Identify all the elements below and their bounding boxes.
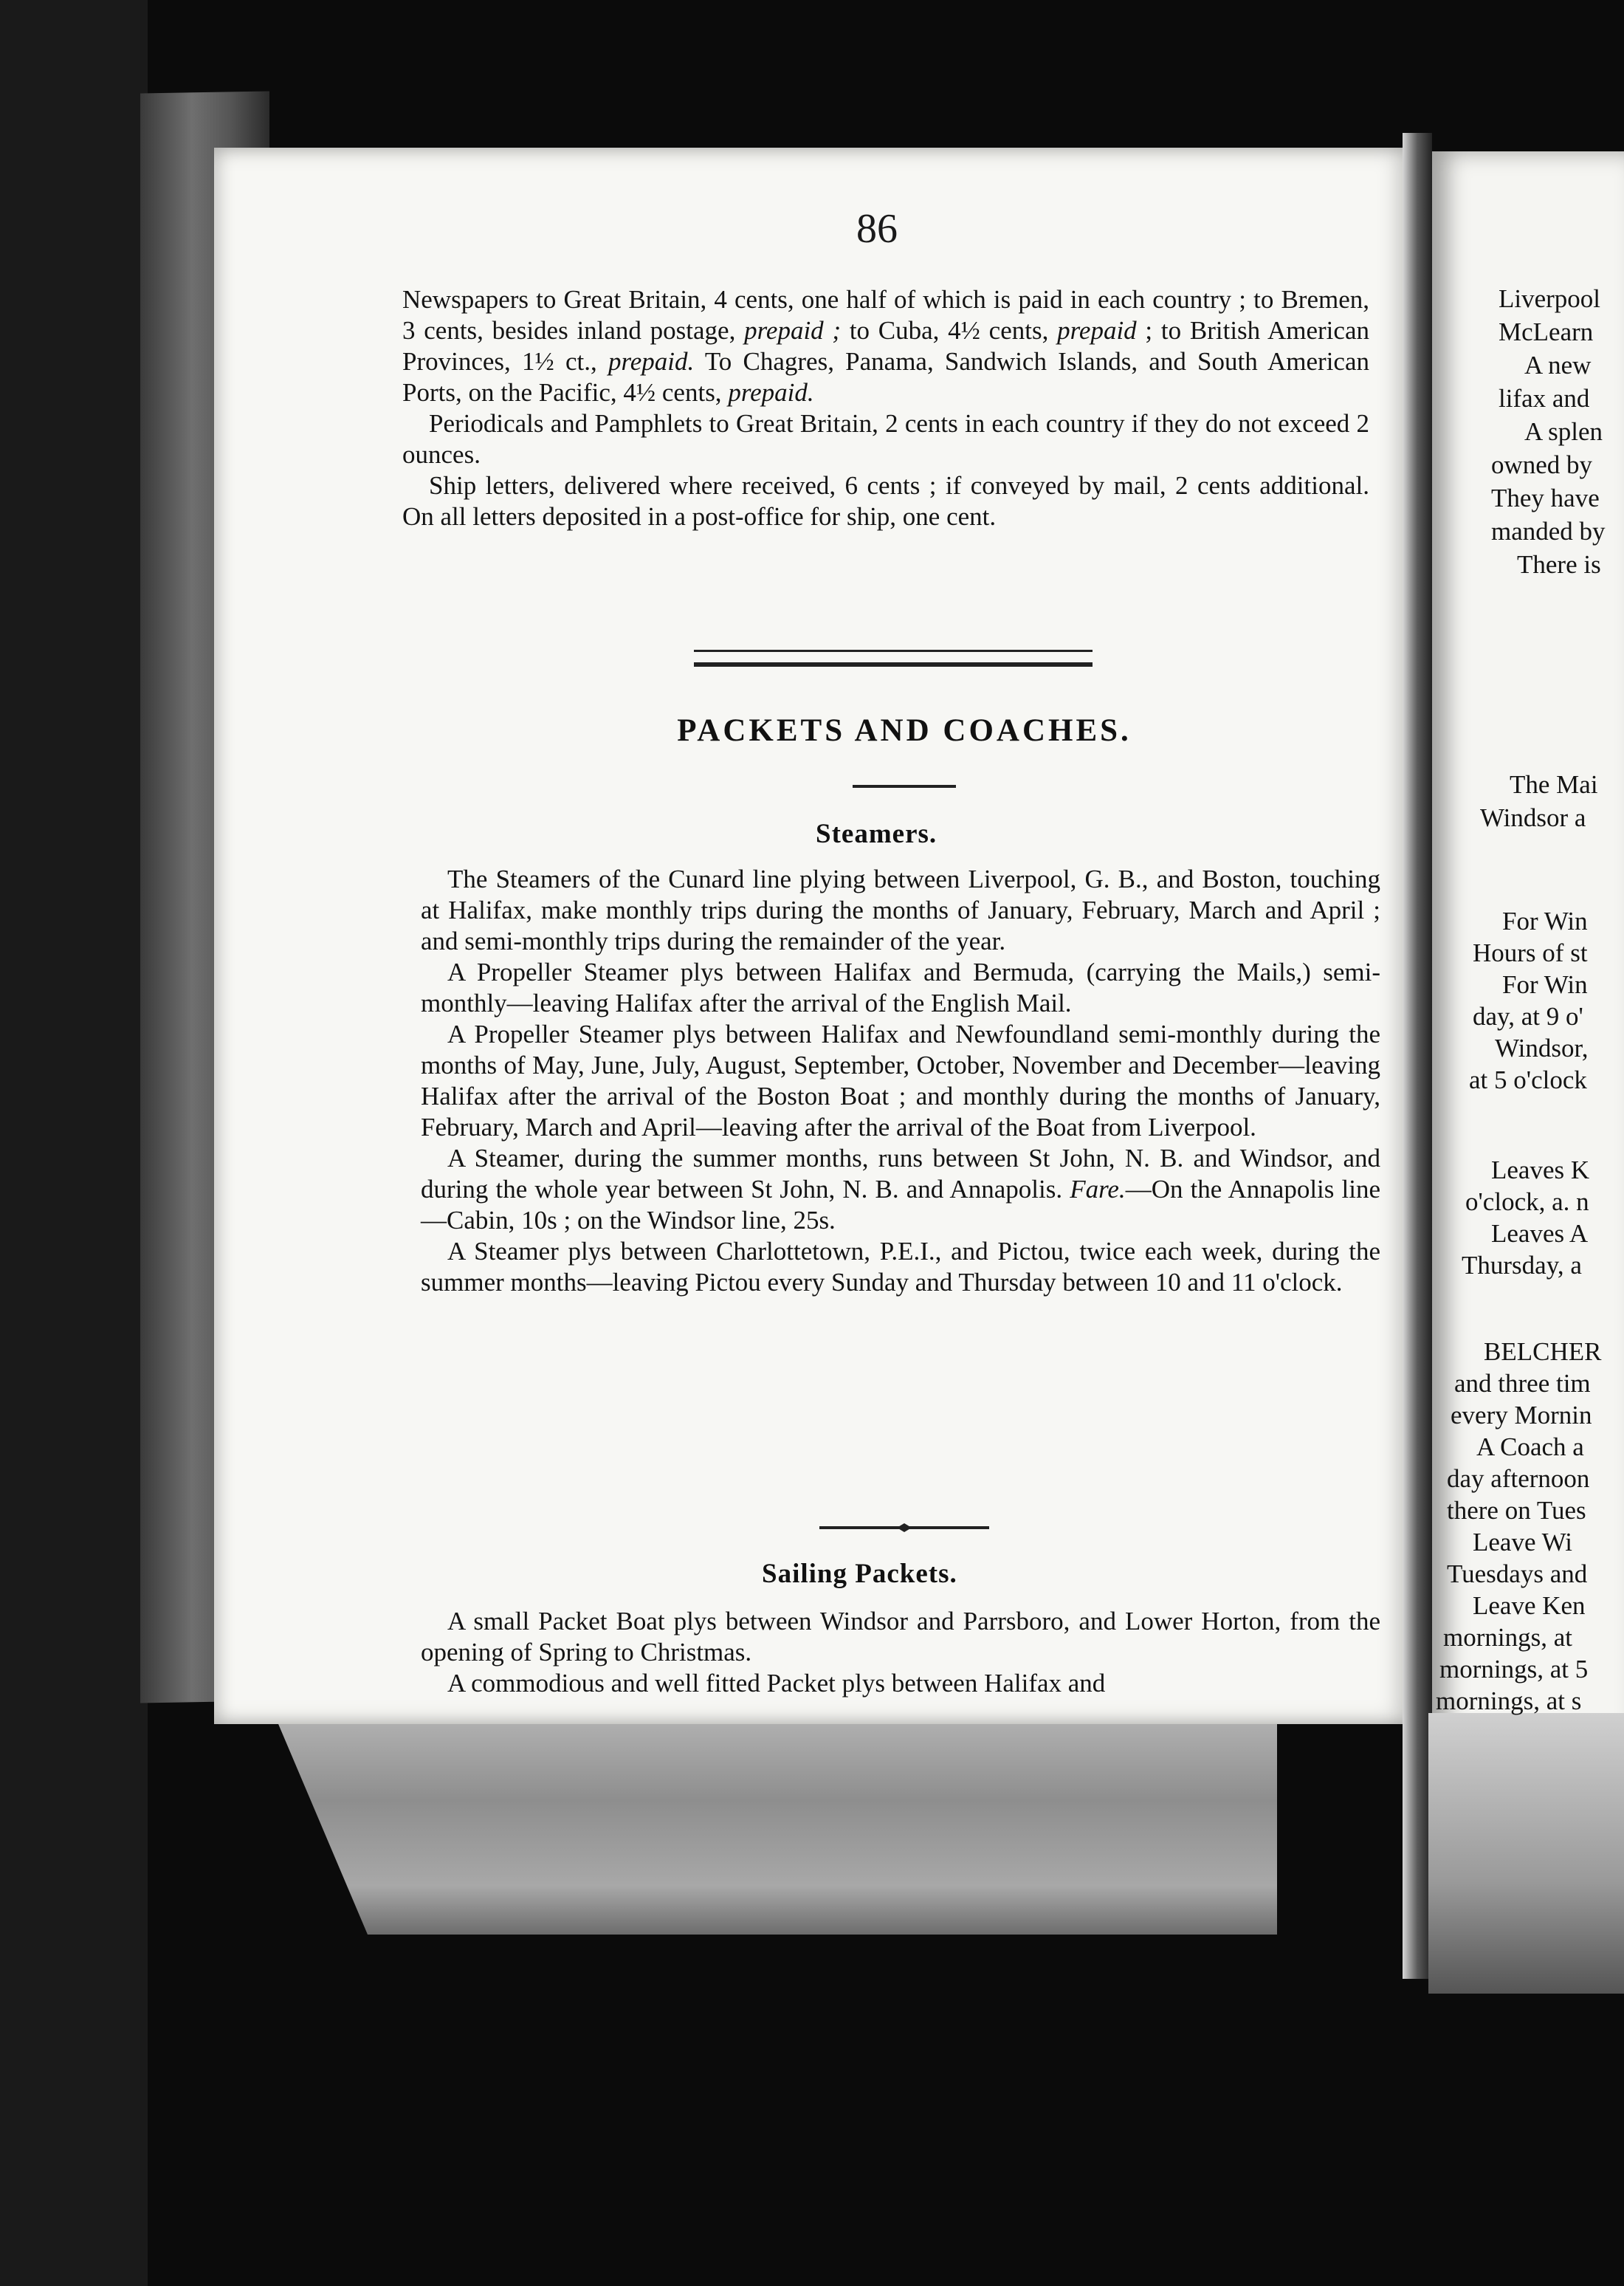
book-gutter	[1403, 133, 1432, 1979]
italic-run: prepaid.	[608, 347, 695, 376]
steamers-text	[421, 864, 1380, 1298]
right-page-line: mornings, at	[1443, 1623, 1572, 1652]
right-page-line: They have	[1491, 484, 1600, 512]
text-run: A small Packet Boat plys between Windsor and Parrsboro, and Lower Horton, from the opening of Spring to Christmas.	[421, 1607, 1380, 1667]
ornament-divider	[819, 1523, 989, 1533]
right-page-line: there on Tues	[1447, 1496, 1586, 1525]
right-page-line: McLearn	[1499, 318, 1594, 346]
right-page-line: The Mai	[1510, 770, 1598, 799]
paragraph	[421, 1143, 1380, 1236]
right-page-line: and three tim	[1454, 1369, 1591, 1398]
right-page-line: mornings, at 5	[1439, 1655, 1589, 1683]
text-run: A Steamer, during the summer months, runs between St John, N. B. and Windsor, and during the whole year between St John, N. B. and Annapolis.	[421, 1144, 1380, 1204]
text-run: Newspapers to Great Britain, 4 cents, one half of which is paid in each country ; to Bremen, 3 cents, besides inland postage,	[402, 285, 1369, 345]
paragraph	[421, 1668, 1380, 1699]
sailing-packets-heading: Sailing Packets.	[762, 1559, 957, 1589]
page-edges-bottom	[244, 1691, 1277, 1935]
right-page-line: every Mornin	[1451, 1401, 1592, 1429]
steamers-heading: Steamers.	[816, 819, 937, 849]
right-page-line: A Coach a	[1476, 1432, 1584, 1461]
right-page-line: day afternoon	[1447, 1464, 1590, 1493]
right-page-line: at 5 o'clock	[1469, 1065, 1587, 1094]
text-run: A commodious and well fitted Packet plys between Halifax and	[447, 1669, 1106, 1698]
paragraph	[402, 284, 1369, 408]
right-page-line: Leaves A	[1491, 1219, 1589, 1248]
paragraph	[402, 470, 1369, 532]
italic-run: prepaid ;	[744, 316, 842, 345]
right-page-line: Windsor,	[1495, 1034, 1589, 1063]
right-page-line: mornings, at s	[1436, 1686, 1582, 1715]
right-page-line: Leave Wi	[1473, 1528, 1572, 1556]
text-run: To Chagres, Panama, Sandwich Islands, and South American Ports, on the Pacific, 4½ cents,	[402, 347, 1369, 407]
text-run: A Propeller Steamer plys between Halifax and Newfoundland semi-monthly during the months of May, June, July, August, September, October, November and December—leaving Halifax after the arrival of the Boston Boat ; and monthly during the months of January, February, March and April—leaving after the arrival of the Boat from Liverpool.	[421, 1020, 1380, 1142]
right-page-line: Leave Ken	[1473, 1591, 1586, 1620]
right-page-line: Leaves K	[1491, 1156, 1590, 1184]
right-page-line: lifax and	[1499, 384, 1590, 413]
right-page-line: A splen	[1524, 417, 1603, 446]
text-run: ; to British American Provinces, 1½ ct.,	[402, 316, 1369, 376]
right-page-line: For Win	[1502, 907, 1588, 936]
text-run: A Propeller Steamer plys between Halifax and Bermuda, (carrying the Mails,) semi-monthly—leaving Halifax after the arrival of the English Mail.	[421, 958, 1380, 1017]
paragraph	[421, 1236, 1380, 1298]
right-page-line: manded by	[1491, 517, 1606, 546]
right-page-edges	[1428, 1713, 1624, 1994]
right-page-line: Hours of st	[1473, 938, 1588, 967]
right-page-line: Thursday, a	[1462, 1251, 1582, 1280]
paragraph	[421, 864, 1380, 957]
italic-run: prepaid.	[728, 378, 814, 407]
page-number: 86	[856, 206, 898, 252]
scanner-background-left	[0, 0, 148, 2286]
text-run: —On the Annapolis line—Cabin, 10s ; on the Windsor line, 25s.	[421, 1175, 1380, 1235]
text-run: A Steamer plys between Charlottetown, P.E.I., and Pictou, twice each week, during the summer months—leaving Pictou every Sunday and Thursday between 10 and 11 o'clock.	[421, 1237, 1380, 1297]
text-run: to Cuba, 4½ cents,	[841, 316, 1058, 345]
right-page-line: BELCHER	[1484, 1337, 1602, 1366]
title-underline	[853, 785, 956, 788]
paragraph	[421, 1019, 1380, 1143]
right-page-line: day, at 9 o'	[1473, 1002, 1583, 1031]
section-divider	[694, 650, 1093, 667]
sailing-text	[421, 1606, 1380, 1699]
italic-run: Fare.	[1070, 1175, 1126, 1204]
right-page-line: o'clock, a. n	[1465, 1187, 1589, 1216]
right-page-line: owned by	[1491, 450, 1593, 479]
section-title: PACKETS AND COACHES.	[677, 713, 1132, 748]
intro-text	[402, 284, 1369, 532]
right-page-line: Tuesdays and	[1447, 1559, 1588, 1588]
right-page-line: Liverpool	[1499, 284, 1601, 313]
text-run: Periodicals and Pamphlets to Great Britain, 2 cents in each country if they do not exceed 2 ounces.	[402, 409, 1369, 469]
right-page-line: For Win	[1502, 970, 1588, 999]
right-page-line: A new	[1524, 351, 1592, 380]
right-page-line: Windsor a	[1480, 803, 1586, 832]
text-run: The Steamers of the Cunard line plying between Liverpool, G. B., and Boston, touching at Halifax, make monthly trips during the months of January, February, March and April ; and semi-monthly trips during the remainder of the year.	[421, 865, 1380, 955]
italic-run: prepaid	[1057, 316, 1137, 345]
text-run: Ship letters, delivered where received, 6 cents ; if conveyed by mail, 2 cents additional. On all letters deposited in a post-office for ship, one cent.	[402, 471, 1369, 531]
right-page-line: There is	[1517, 550, 1601, 579]
paragraph	[402, 408, 1369, 470]
paragraph	[421, 1606, 1380, 1668]
paragraph	[421, 957, 1380, 1019]
